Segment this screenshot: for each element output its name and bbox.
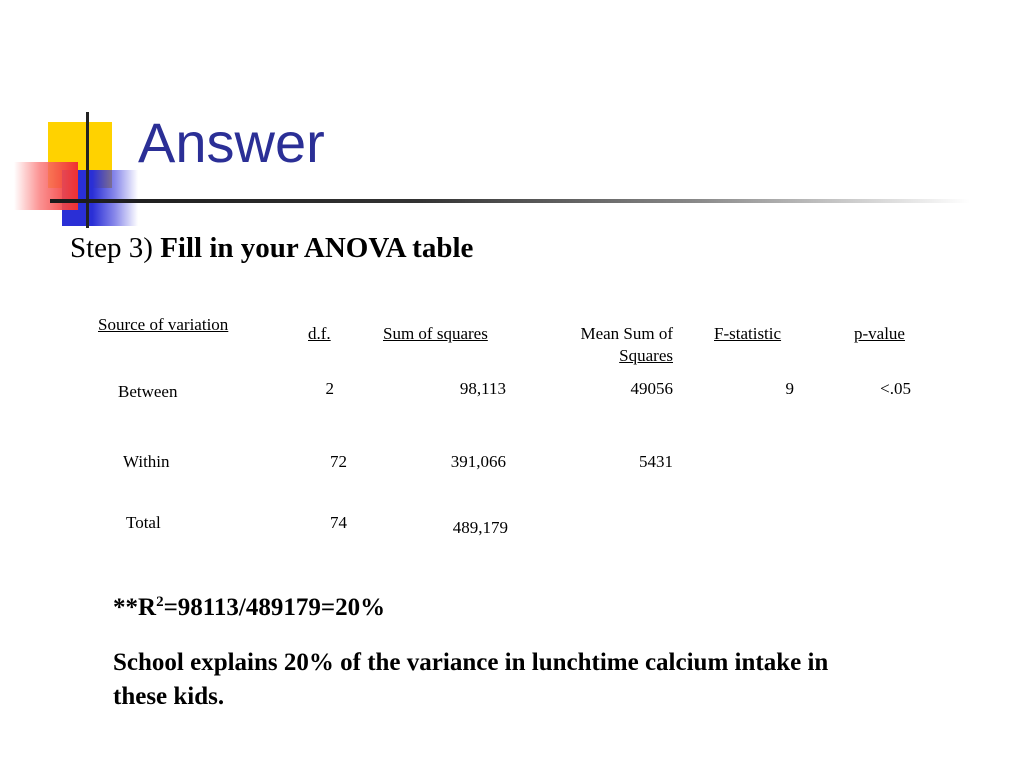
title-underline-rule xyxy=(50,199,970,203)
explanation-text: School explains 20% of the variance in lunchtime calcium intake in these kids. xyxy=(113,649,829,710)
row-df: 74 xyxy=(330,513,347,532)
row-p: <.05 xyxy=(880,379,911,398)
r2-superscript: 2 xyxy=(156,594,164,610)
row-source: Between xyxy=(118,382,178,401)
row-ss: 489,179 xyxy=(452,518,508,537)
header-ms-line2: Squares xyxy=(619,346,673,365)
header-p-value: p-value xyxy=(854,324,905,343)
row-ss: 391,066 xyxy=(450,452,506,471)
row-ms: 49056 xyxy=(630,379,673,398)
slide-title: Answer xyxy=(138,111,325,174)
row-ms: 5431 xyxy=(639,452,673,471)
row-df: 72 xyxy=(330,452,347,471)
row-source: Within xyxy=(123,452,170,471)
step-title: Fill in your ANOVA table xyxy=(160,232,474,264)
header-sum-of-squares: Sum of squares xyxy=(383,324,488,343)
header-df: d.f. xyxy=(308,324,331,343)
r-squared-note xyxy=(113,594,385,622)
step-heading xyxy=(70,232,473,265)
header-ms-line1: Mean Sum of xyxy=(580,324,673,343)
row-df: 2 xyxy=(325,379,334,398)
header-f-statistic: F-statistic xyxy=(714,324,782,343)
step-label: Step 3) xyxy=(70,232,153,264)
row-ss: 98,113 xyxy=(459,379,506,398)
header-mean-sum-of-squares xyxy=(548,323,673,367)
r2-equation: =98113/489179=20% xyxy=(163,594,386,621)
row-f: 9 xyxy=(785,379,794,398)
vertical-rule xyxy=(86,112,89,228)
header-source: Source of variation xyxy=(98,315,229,334)
row-source: Total xyxy=(126,513,161,532)
r2-prefix: **R xyxy=(113,594,157,621)
